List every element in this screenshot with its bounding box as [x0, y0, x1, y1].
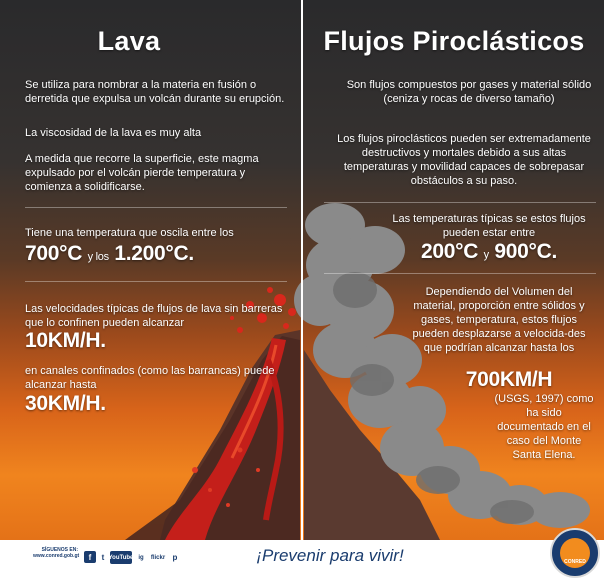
separator — [324, 273, 596, 274]
follow-label: SÍGUENOS EN: — [41, 547, 78, 553]
instagram-icon[interactable]: ig — [138, 554, 144, 561]
lava-definition: Se utiliza para nombrar a la materia en fusión o derretida que expulsa un volcán durante su erupción. — [25, 79, 285, 105]
flujos-speed-intro: Dependiendo del Volumen del material, proporción entre sólidos y gases, temperatura, estos flujos pueden desplazarse a velocida-des que podrían alcanzar hasta los — [412, 286, 586, 354]
lava-temp-max: 1.200°C. — [114, 242, 194, 265]
flujos-definition: Son flujos compuestos por gases y material sólido (ceniza y rocas de diverso tamaño) — [346, 79, 592, 105]
flujos-temp-intro: Las temperaturas típicas se estos flujos pueden estar entre — [392, 213, 586, 239]
separator — [25, 207, 287, 208]
flujos-temp-min: 200°C — [420, 240, 479, 263]
lava-speed-channel: 30KM/H. — [25, 392, 106, 415]
lava-viscosity: La viscosidad de la lava es muy alta — [25, 127, 202, 139]
website-link[interactable]: www.conred.gob.gt — [33, 553, 80, 559]
pinterest-icon[interactable]: p — [172, 553, 178, 562]
flujos-title: Flujos Piroclásticos — [323, 26, 585, 56]
lava-channel-intro: en canales confinados (como las barrancas) puede alcanzar hasta — [25, 365, 275, 391]
youtube-icon[interactable]: YouTube — [110, 551, 132, 564]
flickr-icon[interactable]: flickr — [150, 554, 166, 561]
lava-cooling: A medida que recorre la superficie, este magma expulsado por el volcán pierde temperatura y comienza a solidificarse. — [25, 153, 259, 193]
lava-temp-intro: Tiene una temperatura que oscila entre los — [25, 227, 234, 239]
separator — [324, 202, 596, 203]
lava-temp-connector: y los — [87, 251, 109, 263]
lava-title: Lava — [97, 26, 161, 56]
lava-temp-min: 700°C — [25, 242, 83, 265]
facebook-icon[interactable]: f — [84, 551, 96, 563]
flujos-temp-max: 900°C. — [494, 240, 558, 263]
flujos-panel — [304, 0, 604, 540]
slogan: ¡Prevenir para vivir! — [256, 546, 404, 565]
flujos-temp-connector: y — [483, 249, 489, 261]
lava-panel — [0, 0, 302, 540]
flujos-danger: Los flujos piroclásticos pueden ser extremadamente destructivos y mortales debido a sus altas temperaturas y movilidad capaces de sobrepasar obstáculos a su paso. — [337, 133, 591, 187]
flujos-source: (USGS, 1997) como ha sido documentado en el caso del Monte Santa Elena. — [494, 393, 594, 461]
lava-speed-intro: Las velocidades típicas de flujos de lava sin barreras que lo confinen pueden alcanzar — [25, 303, 283, 329]
conred-logo-text: CONRED — [564, 559, 586, 565]
follow-us — [33, 547, 78, 559]
separator — [25, 281, 287, 282]
lava-speed-free: 10KM/H. — [25, 329, 106, 352]
lava-temp-range — [25, 242, 287, 269]
twitter-icon[interactable]: t — [101, 553, 105, 562]
conred-logo — [550, 528, 600, 578]
flujos-temp-range — [384, 240, 594, 267]
flujos-speed: 700KM/H — [465, 368, 553, 391]
